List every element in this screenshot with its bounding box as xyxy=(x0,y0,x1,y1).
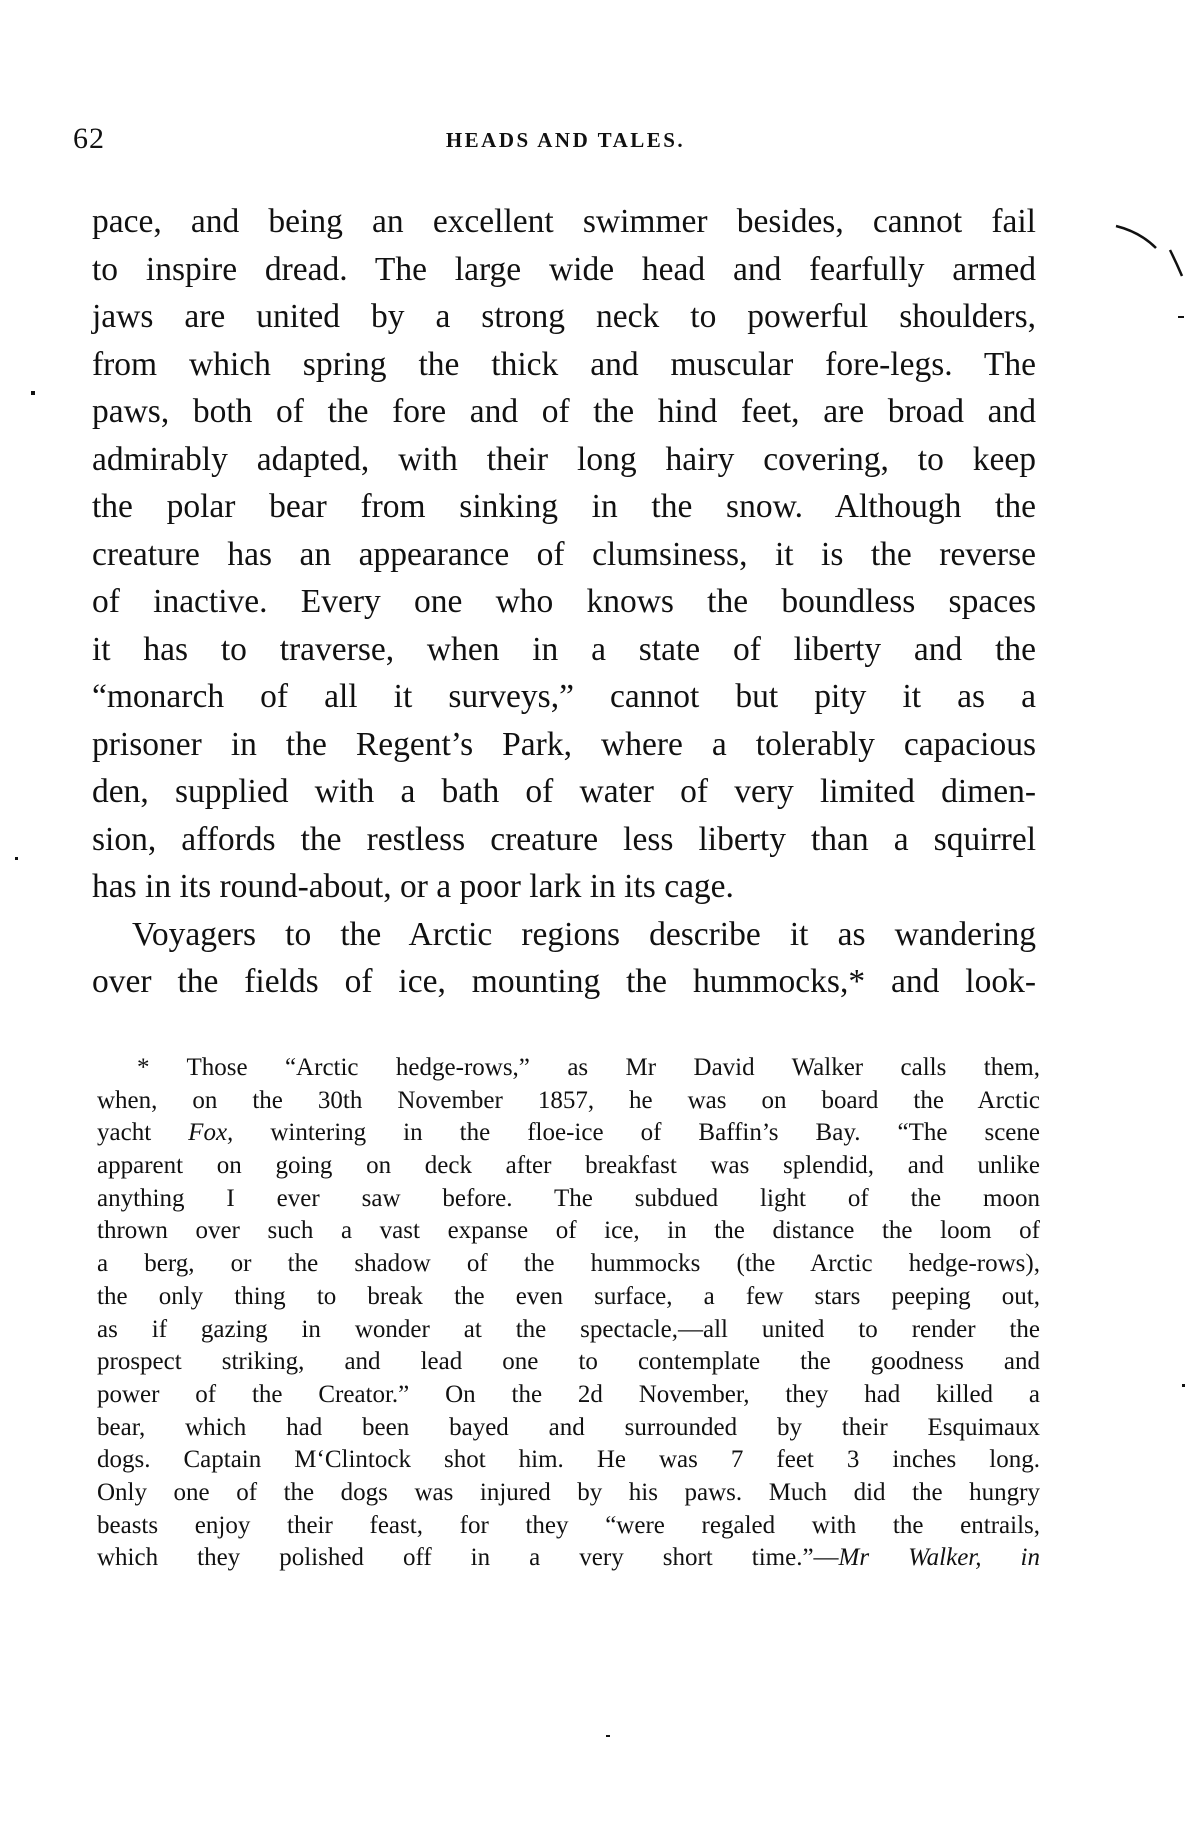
footnote-line: a berg, or the shadow of the hummocks (the Arctic hedge-rows), xyxy=(97,1250,1040,1278)
scan-speck xyxy=(15,857,18,860)
footnote-line: Only one of the dogs was injured by his paws. Much did the hungry xyxy=(97,1478,1040,1506)
footnote-text: yacht xyxy=(97,1119,189,1147)
citation-italic: Mr Walker, in xyxy=(838,1544,1040,1572)
text-line: over the fields of ice, mounting the hummocks,* and look- xyxy=(92,963,1036,1000)
text-line: from which spring the thick and muscular fore-legs. The xyxy=(92,345,1036,383)
footnote-line: prospect striking, and lead one to contemplate the goodness and xyxy=(97,1348,1040,1376)
running-head xyxy=(73,122,1038,162)
text-line: to inspire dread. The large wide head and fearfully armed xyxy=(92,250,1036,288)
text-line: prisoner in the Regent’s Park, where a tolerably capacious xyxy=(92,725,1036,763)
footnote-line xyxy=(97,1117,1040,1150)
footnote-line xyxy=(97,1542,1040,1575)
text-line: paws, both of the fore and of the hind feet, are broad and xyxy=(92,393,1036,430)
text-line: “monarch of all it surveys,” cannot but pity it as a xyxy=(92,678,1036,715)
footnote-line: bear, which had been bayed and surrounded by their Esquimaux xyxy=(97,1413,1040,1441)
footnote-line: power of the Creator.” On the 2d November, they had killed a xyxy=(97,1380,1040,1408)
footnote-line: beasts enjoy their feast, for they “were regaled with the entrails, xyxy=(97,1511,1040,1539)
footnote-line: when, on the 30th November 1857, he was on board the Arctic xyxy=(97,1086,1040,1114)
text-line: sion, affords the restless creature less liberty than a squirrel xyxy=(92,820,1036,858)
page-number: 62 xyxy=(73,122,105,155)
footnote-line: dogs. Captain M‘Clintock shot him. He was 7 feet 3 inches long. xyxy=(97,1446,1040,1474)
text-line: den, supplied with a bath of water of very limited dimen- xyxy=(92,773,1036,810)
footnote-line: anything I ever saw before. The subdued light of the moon xyxy=(97,1184,1040,1212)
footnote-text: which they polished off in a very short time.”— xyxy=(97,1544,839,1572)
text-line: admirably adapted, with their long hairy covering, to keep xyxy=(92,440,1036,478)
main-text xyxy=(92,198,1036,1006)
scan-speck xyxy=(31,391,35,395)
text-line: it has to traverse, when in a state of liberty and the xyxy=(92,630,1036,668)
footnote-text: wintering in the floe-ice of Baffin’s Bay. “The scene xyxy=(233,1119,1040,1147)
text-line: of inactive. Every one who knows the boundless spaces xyxy=(92,583,1036,620)
footnote-line: thrown over such a vast expanse of ice, in the distance the loom of xyxy=(97,1217,1040,1245)
text-line: pace, and being an excellent swimmer besides, cannot fail xyxy=(92,203,1036,240)
ship-name-italic: Fox, xyxy=(188,1119,234,1147)
paragraph-start-line: Voyagers to the Arctic regions describe it as wandering xyxy=(132,915,1036,953)
footnote xyxy=(97,1052,1040,1575)
text-line: jaws are united by a strong neck to powerful shoulders, xyxy=(92,298,1036,335)
footnote-line: apparent on going on deck after breakfast was splendid, and unlike xyxy=(97,1152,1040,1180)
text-line: creature has an appearance of clumsiness, it is the reverse xyxy=(92,535,1036,573)
scan-speck xyxy=(606,1735,610,1737)
margin-stroke-mark xyxy=(1110,220,1190,290)
paragraph-end-line: has in its round-about, or a poor lark in its cage. xyxy=(92,868,734,905)
footnote-line: the only thing to break the even surface, a few stars peeping out, xyxy=(97,1282,1040,1310)
running-title: HEADS AND TALES. xyxy=(445,128,686,152)
footnote-line: * Those “Arctic hedge-rows,” as Mr David Walker calls them, xyxy=(137,1054,1040,1081)
scan-speck xyxy=(1182,1384,1185,1387)
scan-speck xyxy=(1178,316,1184,318)
footnote-line: as if gazing in wonder at the spectacle,—all united to render the xyxy=(97,1315,1040,1343)
text-line: the polar bear from sinking in the snow. Although the xyxy=(92,488,1036,525)
